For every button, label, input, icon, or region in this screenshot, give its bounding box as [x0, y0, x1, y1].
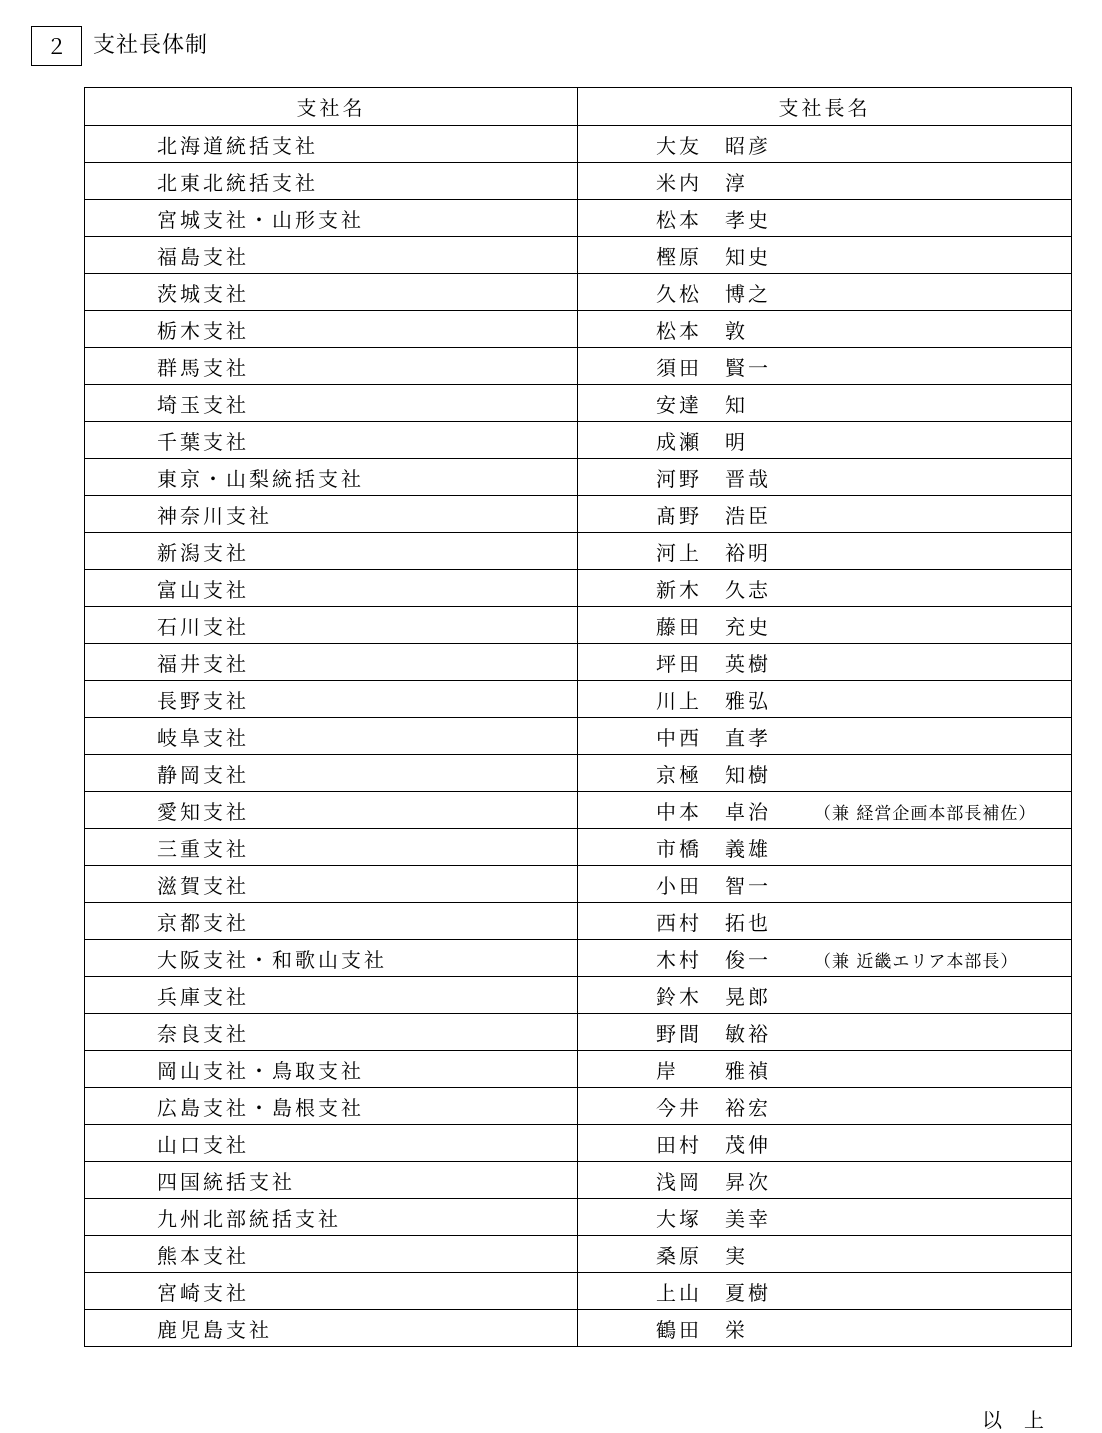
table-row [85, 533, 1072, 570]
branch-name-cell: 栃木支社 [85, 311, 578, 348]
section-number: ２ [46, 35, 67, 59]
manager-name: 野間 敏裕 [656, 1021, 771, 1046]
manager-name: 市橋 義雄 [656, 836, 771, 861]
manager-name-cell [578, 1273, 1072, 1310]
table-row [85, 348, 1072, 385]
manager-name-cell [578, 274, 1072, 311]
manager-name: 浅岡 昇次 [656, 1169, 771, 1194]
table-row [85, 1199, 1072, 1236]
branch-name-cell: 京都支社 [85, 903, 578, 940]
header-manager-name: 支社長名 [578, 88, 1072, 126]
table-header-row [85, 88, 1072, 126]
manager-name-cell [578, 385, 1072, 422]
table-row [85, 1014, 1072, 1051]
branch-name-cell: 四国統括支社 [85, 1162, 578, 1199]
manager-name-cell [578, 533, 1072, 570]
table-row [85, 718, 1072, 755]
manager-name: 久松 博之 [656, 281, 771, 306]
branch-name-cell: 千葉支社 [85, 422, 578, 459]
branch-name-cell: 兵庫支社 [85, 977, 578, 1014]
manager-name: 河上 裕明 [656, 540, 771, 565]
table-row [85, 1310, 1072, 1347]
manager-concurrent-post-note: （兼 近畿エリア本部長） [814, 951, 1019, 972]
branch-name-cell: 長野支社 [85, 681, 578, 718]
table-row [85, 163, 1072, 200]
branch-name-cell: 岐阜支社 [85, 718, 578, 755]
manager-name-cell [578, 126, 1072, 163]
table-row [85, 311, 1072, 348]
manager-name-cell [578, 1310, 1072, 1347]
manager-name: 今井 裕宏 [656, 1095, 771, 1120]
manager-name-cell [578, 718, 1072, 755]
table-row [85, 496, 1072, 533]
branch-name-cell: 奈良支社 [85, 1014, 578, 1051]
manager-name: 松本 孝史 [656, 207, 771, 232]
branch-name-cell: 茨城支社 [85, 274, 578, 311]
table-row [85, 570, 1072, 607]
manager-name-cell [578, 570, 1072, 607]
manager-name: 小田 智一 [656, 873, 771, 898]
manager-name-cell [578, 829, 1072, 866]
branch-name-cell: 熊本支社 [85, 1236, 578, 1273]
manager-name-cell [578, 977, 1072, 1014]
manager-name: 田村 茂伸 [656, 1132, 771, 1157]
manager-name: 鶴田 栄 [656, 1317, 748, 1342]
manager-name: 西村 拓也 [656, 910, 771, 935]
manager-name-cell [578, 1125, 1072, 1162]
manager-name-cell [578, 348, 1072, 385]
table-row [85, 829, 1072, 866]
branch-name-cell: 静岡支社 [85, 755, 578, 792]
branch-name-cell: 広島支社・島根支社 [85, 1088, 578, 1125]
section-title: 支社長体制 [93, 33, 209, 58]
table-row [85, 1051, 1072, 1088]
branch-name-cell: 富山支社 [85, 570, 578, 607]
manager-name: 須田 賢一 [656, 355, 771, 380]
table-row [85, 385, 1072, 422]
manager-name: 藤田 充史 [656, 614, 771, 639]
branch-name-cell: 群馬支社 [85, 348, 578, 385]
branch-name-cell: 大阪支社・和歌山支社 [85, 940, 578, 977]
closing-mark: 以上 [982, 1408, 1066, 1432]
table-row [85, 1162, 1072, 1199]
manager-name-cell [578, 237, 1072, 274]
manager-name: 松本 敦 [656, 318, 748, 343]
branch-manager-table [84, 87, 1072, 1347]
branch-name-cell: 福井支社 [85, 644, 578, 681]
branch-name-cell: 鹿児島支社 [85, 1310, 578, 1347]
manager-name: 樫原 知史 [656, 244, 771, 269]
table-row [85, 977, 1072, 1014]
manager-name: 大友 昭彦 [656, 133, 771, 158]
manager-name-cell [578, 940, 1072, 977]
table-row [85, 755, 1072, 792]
manager-name: 京極 知樹 [656, 762, 771, 787]
branch-name-cell: 愛知支社 [85, 792, 578, 829]
manager-name: 髙野 浩臣 [656, 503, 771, 528]
manager-name-cell [578, 1051, 1072, 1088]
manager-name-cell [578, 496, 1072, 533]
manager-name-cell [578, 755, 1072, 792]
table-row [85, 792, 1072, 829]
branch-name-cell: 埼玉支社 [85, 385, 578, 422]
branch-name-cell: 北東北統括支社 [85, 163, 578, 200]
manager-name: 成瀬 明 [656, 429, 748, 454]
manager-name: 米内 淳 [656, 170, 748, 195]
manager-name-cell [578, 1236, 1072, 1273]
branch-name-cell: 九州北部統括支社 [85, 1199, 578, 1236]
branch-name-cell: 宮崎支社 [85, 1273, 578, 1310]
manager-name: 川上 雅弘 [656, 688, 771, 713]
manager-name-cell [578, 1088, 1072, 1125]
branch-name-cell: 滋賀支社 [85, 866, 578, 903]
table-body [85, 126, 1072, 1347]
manager-name-cell [578, 644, 1072, 681]
manager-name: 桑原 実 [656, 1243, 748, 1268]
branch-name-cell: 石川支社 [85, 607, 578, 644]
manager-name-cell [578, 607, 1072, 644]
branch-name-cell: 宮城支社・山形支社 [85, 200, 578, 237]
table-row [85, 1236, 1072, 1273]
table-row [85, 940, 1072, 977]
branch-name-cell: 北海道統括支社 [85, 126, 578, 163]
manager-name: 岸 雅禎 [656, 1058, 771, 1083]
manager-name-cell [578, 1162, 1072, 1199]
table-row [85, 1088, 1072, 1125]
manager-name-cell [578, 163, 1072, 200]
branch-name-cell: 神奈川支社 [85, 496, 578, 533]
table-row [85, 866, 1072, 903]
branch-name-cell: 福島支社 [85, 237, 578, 274]
manager-name: 河野 晋哉 [656, 466, 771, 491]
table-row [85, 1273, 1072, 1310]
manager-name-cell [578, 903, 1072, 940]
manager-name: 中西 直孝 [656, 725, 771, 750]
table-row [85, 422, 1072, 459]
table-row [85, 644, 1072, 681]
manager-name: 安達 知 [656, 392, 748, 417]
table-row [85, 126, 1072, 163]
manager-name: 新木 久志 [656, 577, 771, 602]
manager-name-cell [578, 1014, 1072, 1051]
manager-name-cell [578, 459, 1072, 496]
branch-name-cell: 新潟支社 [85, 533, 578, 570]
branch-name-cell: 三重支社 [85, 829, 578, 866]
branch-name-cell: 山口支社 [85, 1125, 578, 1162]
table-row [85, 681, 1072, 718]
manager-name-cell [578, 681, 1072, 718]
table-row [85, 903, 1072, 940]
manager-name-cell [578, 1199, 1072, 1236]
manager-name-cell [578, 200, 1072, 237]
branch-name-cell: 岡山支社・鳥取支社 [85, 1051, 578, 1088]
manager-name: 中本 卓治 [656, 799, 771, 824]
branch-name-cell: 東京・山梨統括支社 [85, 459, 578, 496]
manager-name-cell [578, 792, 1072, 829]
section-number-box [31, 26, 82, 66]
manager-name: 大塚 美幸 [656, 1206, 771, 1231]
manager-name-cell [578, 422, 1072, 459]
table-row [85, 1125, 1072, 1162]
manager-name: 鈴木 晃郎 [656, 984, 771, 1009]
table-row [85, 237, 1072, 274]
table-row [85, 274, 1072, 311]
manager-name: 上山 夏樹 [656, 1280, 771, 1305]
manager-name-cell [578, 866, 1072, 903]
manager-name: 木村 俊一 [656, 947, 771, 972]
table-row [85, 200, 1072, 237]
manager-name: 坪田 英樹 [656, 651, 771, 676]
table-row [85, 459, 1072, 496]
manager-concurrent-post-note: （兼 経営企画本部長補佐） [814, 803, 1037, 824]
table-row [85, 607, 1072, 644]
header-branch-name: 支社名 [85, 88, 578, 126]
manager-name-cell [578, 311, 1072, 348]
